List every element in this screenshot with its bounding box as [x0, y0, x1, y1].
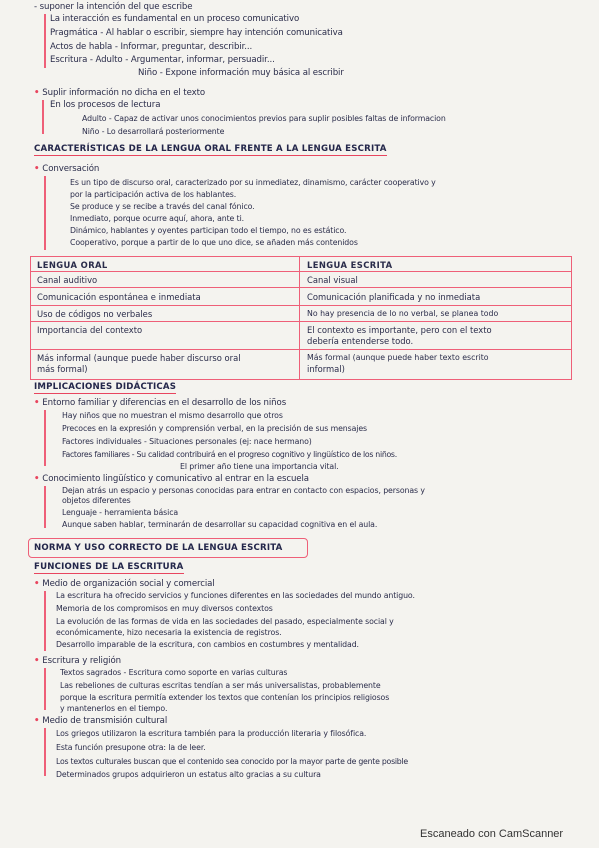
suplir-title: Suplir información no dicha en el texto	[42, 88, 206, 98]
intro-line: - suponer la intención del que escribe	[34, 2, 193, 12]
intro-line: Pragmática - Al hablar o escribir, siempre hay intención comunicativa	[50, 28, 343, 38]
notes-page: - suponer la intención del que escribe La interacción es fundamental en un proceso comunicativo Pragmática - Al hablar o escribir, siempre hay intención comunicativa Actos de habla - Informar, preguntar, describir... Escritura - Adulto - Argumentar, informar, persuadir... Niño - Expone información muy básica al escribir • Suplir información no dicha en el texto En los procesos de lectura Adulto - Capaz de activar unos conocimientos previos para suplir posibles faltas de informacion Niño - Lo desarrollará posteriormente CARACTERÍSTICAS DE LA LENGUA ORAL FRENTE A LA LENGUA ESCRITA • Conversación Es un tipo de discurso oral, caracterizado por su inmediatez, dinamismo, carácter cooperativo y por la participación activa de los hablantes. Se produce y se recibe a través del canal fónico. Inmediato, porque ocurre aquí, ahora, ante ti. Dinámico, hablantes y oyentes participan todo el tiempo, no es estático. Cooperativo, porque a partir de lo que uno dice, se añaden más contenidos LENGUA ORAL LENGUA ESCRITA Canal auditivo Canal visual Comunicación espontánea e inmediata Comunicación planificada y no inmediata Uso de códigos no verbales No hay presencia de lo no verbal, se planea todo Importancia del contexto El contexto es importante, pero con el texto debería entenderse todo. Más informal (aunque puede haber discurso oral Más formal (aunque puede haber texto escrito más formal) informal) IMPLICACIONES DIDÁCTICAS • Entorno familiar y diferencias en el desarrollo de los niños Hay niños que no muestran el mismo desarrollo que otros Precoces en la expresión y comprensión verbal, en la precisión de sus mensajes Factores individuales - Situaciones personales (ej: nace hermano) Factores familiares - Su calidad contribuirá en el progreso cognitivo y lingüístico de los niños. El primer año tiene una importancia vital. • Conocimiento lingüístico y comunicativo al entrar en la escuela Dejan atrás un espacio y personas conocidas para entrar en contacto con espacios, personas y objetos diferentes Lenguaje - herramienta básica Aunque saben hablar, terminarán de desarrollar su capacidad cognitiva en el aula. NORMA Y USO CORRECTO DE LA LENGUA ESCRITA FUNCIONES DE LA ESCRITURA • Medio de organización social y comercial La escritura ha ofrecido servicios y funciones diferentes en las sociedades del mundo antiguo. Memoria de los compromisos en muy diversos contextos La evolución de las formas de vida en las sociedades del pasado, especialmente social y económicamente, hizo necesaria la existencia de registros. Desarrollo imparable de la escritura, con cambios en costumbres y mentalidad. • Escritura y religión Textos sagrados - Escritura como soporte en varias culturas Las rebeliones de culturas escritas tendían a ser más universalistas, probablemente porque la escritura permitía extender los textos que contenían los principios religiosos y mantenerlos en el tiempo. • Medio de transmisión cultural Los griegos utilizaron la escritura también para la producción literaria y filosófica. Esta función presupone otra: la de leer. Los textos culturales buscan que el contenido sea conocido por la mayor parte de gente posible Determinados grupos adquirieron un estatus alto gracias a su cultura Escaneado con CamScanner	[0, 0, 599, 848]
entorno-line: Factores individuales - Situaciones personales (ej: nace hermano)	[62, 437, 312, 446]
conversacion-line: Cooperativo, porque a partir de lo que uno dice, se añaden más contenidos	[70, 238, 358, 247]
table-cell: Más informal (aunque puede haber discurso oral	[37, 353, 241, 363]
cultural-line: Los griegos utilizaron la escritura también para la producción literaria y filosófica.	[56, 729, 367, 738]
table-cell: Uso de códigos no verbales	[37, 309, 153, 319]
conocimiento-line: Aunque saben hablar, terminarán de desarrollar su capacidad cognitiva en el aula.	[62, 520, 378, 529]
social-line: Memoria de los compromisos en muy diversos contextos	[56, 604, 273, 613]
social-line: La evolución de las formas de vida en las sociedades del pasado, especialmente social y	[56, 617, 394, 626]
cultural-heading: Medio de transmisión cultural	[42, 716, 168, 726]
conocimiento-line: Dejan atrás un espacio y personas conocidas para entrar en contacto con espacios, personas y	[62, 486, 425, 495]
social-line: Desarrollo imparable de la escritura, con cambios en costumbres y mentalidad.	[56, 640, 359, 649]
social-line: La escritura ha ofrecido servicios y funciones diferentes en las sociedades del mundo antiguo.	[56, 591, 415, 600]
table-cell: Comunicación planificada y no inmediata	[307, 292, 481, 302]
conversacion-line: Inmediato, porque ocurre aquí, ahora, ante ti.	[70, 214, 245, 223]
religion-line: y mantenerlos en el tiempo.	[60, 704, 168, 713]
social-line: económicamente, hizo necesaria la existencia de registros.	[56, 628, 282, 637]
section-title: CARACTERÍSTICAS DE LA LENGUA ORAL FRENTE A LA LENGUA ESCRITA	[34, 144, 387, 154]
section2-title: NORMA Y USO CORRECTO DE LA LENGUA ESCRITA	[34, 543, 283, 553]
comparison-table	[30, 256, 572, 380]
intro-line: La interacción es fundamental en un proceso comunicativo	[50, 14, 300, 24]
funciones-heading: FUNCIONES DE LA ESCRITURA	[34, 562, 184, 572]
table-cell: Comunicación espontánea e inmediata	[37, 292, 201, 302]
religion-line: Textos sagrados - Escritura como soporte en varias culturas	[60, 668, 288, 677]
conversacion-line: Dinámico, hablantes y oyentes participan todo el tiempo, no es estático.	[70, 226, 347, 235]
entorno-heading: Entorno familiar y diferencias en el desarrollo de los niños	[42, 398, 287, 408]
entorno-line: Precoces en la expresión y comprensión verbal, en la precisión de sus mensajes	[62, 424, 368, 433]
intro-line: Escritura - Adulto - Argumentar, informar, persuadir...	[50, 55, 275, 65]
religion-line: Las rebeliones de culturas escritas tendían a ser más universalistas, probablemente	[60, 681, 381, 690]
table-cell: No hay presencia de lo no verbal, se planea todo	[307, 309, 499, 318]
entorno-line: El primer año tiene una importancia vital.	[180, 462, 339, 471]
conocimiento-heading: Conocimiento lingüístico y comunicativo al entrar en la escuela	[42, 474, 309, 484]
scanner-watermark: Escaneado con CamScanner	[420, 828, 564, 840]
table-cell: Canal visual	[307, 275, 358, 285]
religion-heading: Escritura y religión	[42, 656, 121, 666]
table-cell: Más formal (aunque puede haber texto escrito	[307, 353, 489, 362]
cultural-line: Los textos culturales buscan que el contenido sea conocido por la mayor parte de gente posible	[56, 757, 408, 766]
entorno-line: Factores familiares - Su calidad contribuirá en el progreso cognitivo y lingüístico de los niños.	[62, 450, 397, 459]
intro-line: Niño - Expone información muy básica al escribir	[138, 68, 344, 78]
conversacion-line: por la participación activa de los hablantes.	[70, 190, 237, 199]
table-header-escrita: LENGUA ESCRITA	[307, 260, 393, 270]
table-cell: más formal)	[37, 364, 88, 374]
suplir-nino: Niño - Lo desarrollará posteriormente	[82, 127, 225, 136]
table-cell: Importancia del contexto	[37, 325, 143, 335]
table-cell: informal)	[307, 364, 345, 374]
medio-social-heading: Medio de organización social y comercial	[42, 579, 215, 589]
cultural-line: Determinados grupos adquirieron un estatus alto gracias a su cultura	[56, 770, 321, 779]
table-cell: El contexto es importante, pero con el texto	[307, 325, 492, 335]
conocimiento-line: Lenguaje - herramienta básica	[62, 508, 179, 517]
implicaciones-title: IMPLICACIONES DIDÁCTICAS	[34, 382, 177, 392]
conversacion-heading: Conversación	[42, 164, 100, 174]
religion-line: porque la escritura permitía extender los textos que contenían los principios religiosos	[60, 693, 390, 702]
table-cell: debería entenderse todo.	[307, 336, 414, 346]
conversacion-line: Se produce y se recibe a través del canal fónico.	[70, 202, 255, 211]
table-cell: Canal auditivo	[37, 275, 98, 285]
entorno-line: Hay niños que no muestran el mismo desarrollo que otros	[62, 411, 283, 420]
table-header-oral: LENGUA ORAL	[37, 260, 108, 270]
intro-line: Actos de habla - Informar, preguntar, describir...	[50, 42, 253, 52]
conversacion-line: Es un tipo de discurso oral, caracterizado por su inmediatez, dinamismo, carácter cooperativo y	[70, 178, 436, 187]
cultural-line: Esta función presupone otra: la de leer.	[56, 743, 206, 752]
conocimiento-line: objetos diferentes	[62, 496, 131, 505]
suplir-sub: En los procesos de lectura	[50, 100, 161, 110]
suplir-adulto: Adulto - Capaz de activar unos conocimientos previos para suplir posibles faltas de informacion	[82, 114, 446, 123]
